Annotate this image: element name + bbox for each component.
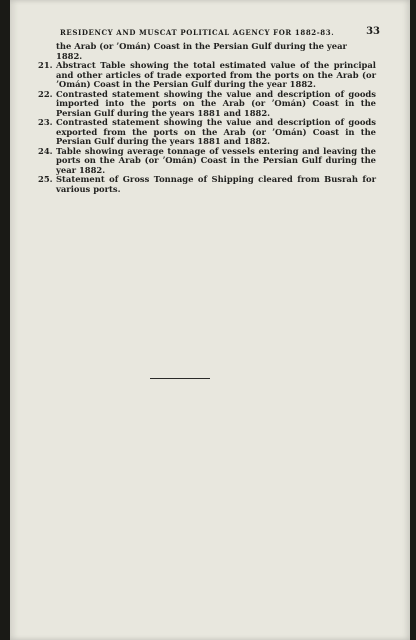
list-item bbox=[40, 90, 376, 119]
entry-number: 23. bbox=[38, 117, 53, 127]
entry-number: 21. bbox=[38, 60, 53, 70]
entry-number: 24. bbox=[38, 145, 53, 156]
entry-number: 25. bbox=[38, 174, 53, 184]
entry-text: Statement of Gross Tonnage of Shipping cleared from Busrah for various ports. bbox=[56, 174, 376, 194]
list-item bbox=[40, 147, 376, 176]
document-page bbox=[10, 0, 410, 640]
entry-text: Contrasted statement showing the value and description of goods exported from the ports on the Arab (or ʼOmán) Coast in the Persian Gulf during the years 1881 and 1882. bbox=[56, 117, 376, 146]
list-item bbox=[40, 61, 376, 90]
list-item bbox=[40, 175, 376, 194]
continuation-text: the Arab (or ʼOmán) Coast in the Persian Gulf during the year 1882. bbox=[56, 41, 347, 61]
entry-text: Abstract Table showing the total estimated value of the principal and other articles of trade exported from the ports on the Arab (or ʼOmán) Coast in the Persian Gulf during the year 1882. bbox=[56, 60, 376, 89]
page-number: 33 bbox=[366, 26, 380, 37]
entry-text: Table showing average tonnage of vessels entering and leaving the ports on the Arab (or ʼOmán) Coast in the Persian Gulf during the year 1882. bbox=[56, 145, 376, 175]
running-title: RESIDENCY AND MUSCAT POLITICAL AGENCY FOR 1882-83. bbox=[60, 28, 335, 37]
list-item bbox=[40, 118, 376, 147]
entry-text: Contrasted statement showing the value and description of goods imported into the ports on the Arab (or ʼOmán) Coast in the Persian Gulf during the years 1881 and 1882. bbox=[56, 88, 376, 118]
section-divider bbox=[150, 378, 210, 379]
table-of-contents-list bbox=[40, 42, 376, 194]
entry-number: 22. bbox=[38, 88, 53, 99]
